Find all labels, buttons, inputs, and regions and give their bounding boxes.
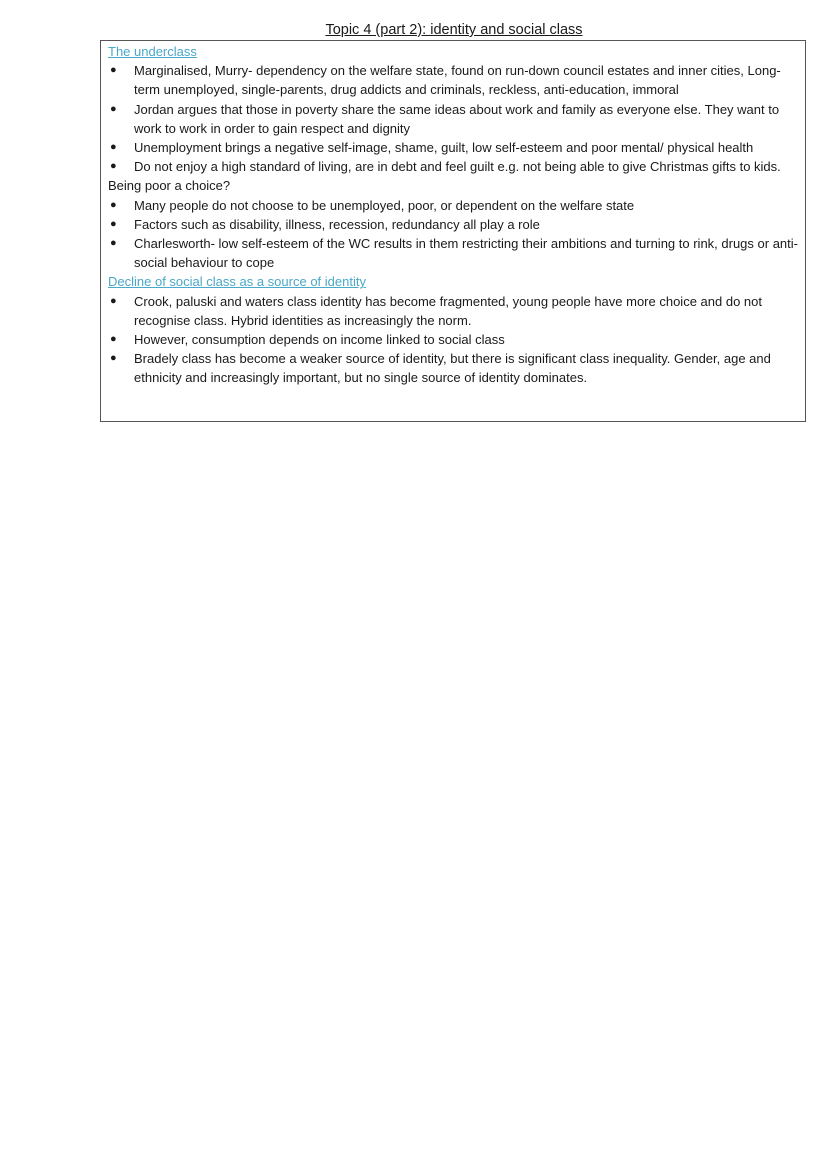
bullet-icon: ● <box>110 102 117 115</box>
list-item <box>108 234 801 272</box>
list-item <box>108 215 801 234</box>
list-item-text: Charlesworth- low self-esteem of the WC results in them restricting their ambitions and turning to rink, drugs or anti-social behaviour to cope <box>134 236 798 271</box>
list-item-text: Do not enjoy a high standard of living, are in debt and feel guilt e.g. not being able to give Christmas gifts to kids. <box>134 159 781 175</box>
list-item-text: Unemployment brings a negative self-image, shame, guilt, low self-esteem and poor mental/ physical health <box>134 140 754 156</box>
list-item-text: However, consumption depends on income linked to social class <box>134 332 505 348</box>
list-item <box>108 61 801 99</box>
bullet-list-decline <box>108 292 801 388</box>
bullet-list-poor-choice <box>108 196 801 273</box>
bullet-icon: ● <box>110 333 117 346</box>
bullet-icon: ● <box>110 352 117 365</box>
section-heading-underclass: The underclass <box>108 44 197 59</box>
page-title: Topic 4 (part 2): identity and social class <box>325 22 583 38</box>
list-item-text: Bradely class has become a weaker source of identity, but there is significant class inequality. Gender, age and ethnicity and increasingly important, but no single source of identity dominates. <box>134 351 771 386</box>
notes-box <box>100 40 806 422</box>
list-item-text: Crook, paluski and waters class identity has become fragmented, young people have more choice and do not recognise class. Hybrid identities as increasingly the norm. <box>134 293 762 328</box>
section-heading-poor-choice: Being poor a choice? <box>108 178 231 194</box>
list-item <box>108 196 801 215</box>
list-item <box>108 100 801 138</box>
bullet-list-underclass <box>108 61 801 176</box>
list-item <box>108 330 801 349</box>
bullet-icon: ● <box>110 64 117 77</box>
bullet-icon: ● <box>110 294 117 307</box>
list-item <box>108 292 801 330</box>
list-item-text: Factors such as disability, illness, recession, redundancy all play a role <box>134 216 540 232</box>
section-heading-decline: Decline of social class as a source of identity <box>108 274 366 290</box>
list-item <box>108 157 801 176</box>
list-item-text: Many people do not choose to be unemployed, poor, or dependent on the welfare state <box>134 197 635 213</box>
list-item-text: Marginalised, Murry- dependency on the welfare state, found on run-down council estates and inner cities, Long-term unemployed, single-parents, drug addicts and criminals, reckless, anti-education, immoral <box>134 63 781 98</box>
bullet-icon: ● <box>110 141 117 154</box>
bullet-icon: ● <box>110 198 117 211</box>
bullet-icon: ● <box>110 237 117 250</box>
list-item <box>108 349 801 387</box>
list-item-text: Jordan argues that those in poverty share the same ideas about work and family as everyone else. They want to work to work in order to gain respect and dignity <box>134 101 780 136</box>
bullet-icon: ● <box>110 160 117 173</box>
list-item <box>108 138 801 157</box>
bullet-icon: ● <box>110 217 117 230</box>
